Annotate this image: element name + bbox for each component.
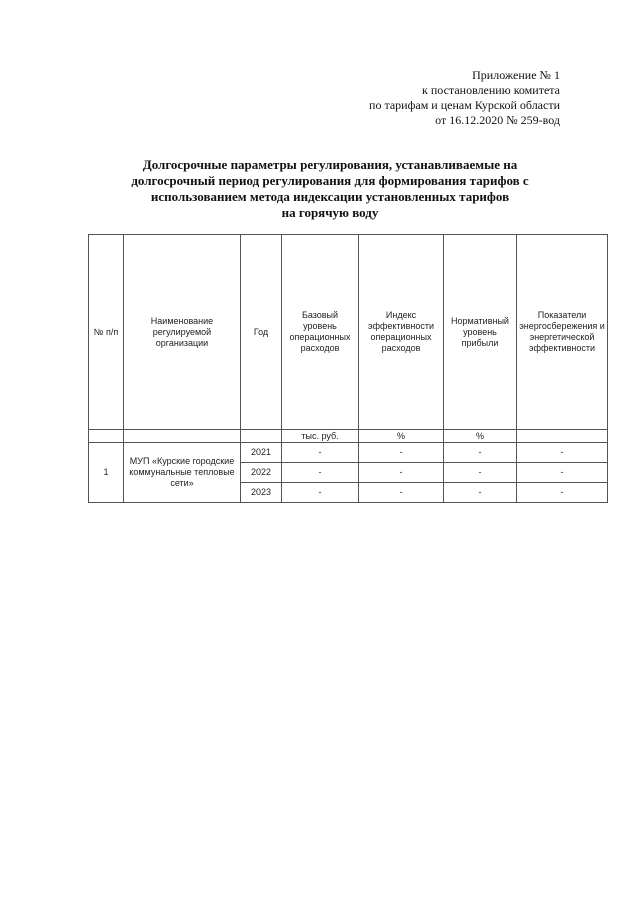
title-line: на горячую воду bbox=[281, 205, 379, 220]
table-header-row bbox=[89, 235, 608, 430]
cell-index: - bbox=[359, 483, 444, 503]
row-year: 2021 bbox=[241, 443, 282, 463]
header-index: Индекс эффективности операционных расходов bbox=[359, 235, 444, 430]
row-year: 2023 bbox=[241, 483, 282, 503]
units-empty bbox=[89, 430, 124, 443]
cell-profit: - bbox=[444, 483, 517, 503]
row-org: МУП «Курские городские коммунальные тепловые сети» bbox=[124, 443, 241, 503]
cell-index: - bbox=[359, 463, 444, 483]
header-year: Год bbox=[241, 235, 282, 430]
appendix-line: Приложение № 1 bbox=[472, 68, 560, 82]
row-year: 2022 bbox=[241, 463, 282, 483]
cell-energy: - bbox=[517, 463, 608, 483]
header-profit: Нормативный уровень прибыли bbox=[444, 235, 517, 430]
cell-base: - bbox=[282, 483, 359, 503]
units-energy bbox=[517, 430, 608, 443]
document-title bbox=[60, 157, 600, 221]
appendix-line: от 16.12.2020 № 259-вод bbox=[435, 113, 560, 127]
cell-profit: - bbox=[444, 443, 517, 463]
header-num: № п/п bbox=[89, 235, 124, 430]
title-line: использованием метода индексации установленных тарифов bbox=[150, 189, 510, 204]
appendix-line: по тарифам и ценам Курской области bbox=[369, 98, 560, 112]
appendix-reference bbox=[300, 68, 560, 128]
appendix-line: к постановлению комитета bbox=[422, 83, 560, 97]
row-num: 1 bbox=[89, 443, 124, 503]
table-row bbox=[89, 443, 608, 463]
units-base: тыс. руб. bbox=[282, 430, 359, 443]
parameters-table bbox=[88, 234, 608, 503]
units-empty bbox=[241, 430, 282, 443]
title-line: долгосрочный период регулирования для формирования тарифов с bbox=[131, 173, 529, 188]
cell-energy: - bbox=[517, 443, 608, 463]
units-empty bbox=[124, 430, 241, 443]
cell-index: - bbox=[359, 443, 444, 463]
header-org: Наименование регулируемой организации bbox=[124, 235, 241, 430]
cell-energy: - bbox=[517, 483, 608, 503]
units-profit: % bbox=[444, 430, 517, 443]
units-row bbox=[89, 430, 608, 443]
cell-base: - bbox=[282, 443, 359, 463]
header-energy: Показатели энергосбережения и энергетической эффективности bbox=[517, 235, 608, 430]
units-index: % bbox=[359, 430, 444, 443]
title-line: Долгосрочные параметры регулирования, устанавливаемые на bbox=[142, 157, 518, 172]
cell-base: - bbox=[282, 463, 359, 483]
cell-profit: - bbox=[444, 463, 517, 483]
header-base: Базовый уровень операционных расходов bbox=[282, 235, 359, 430]
